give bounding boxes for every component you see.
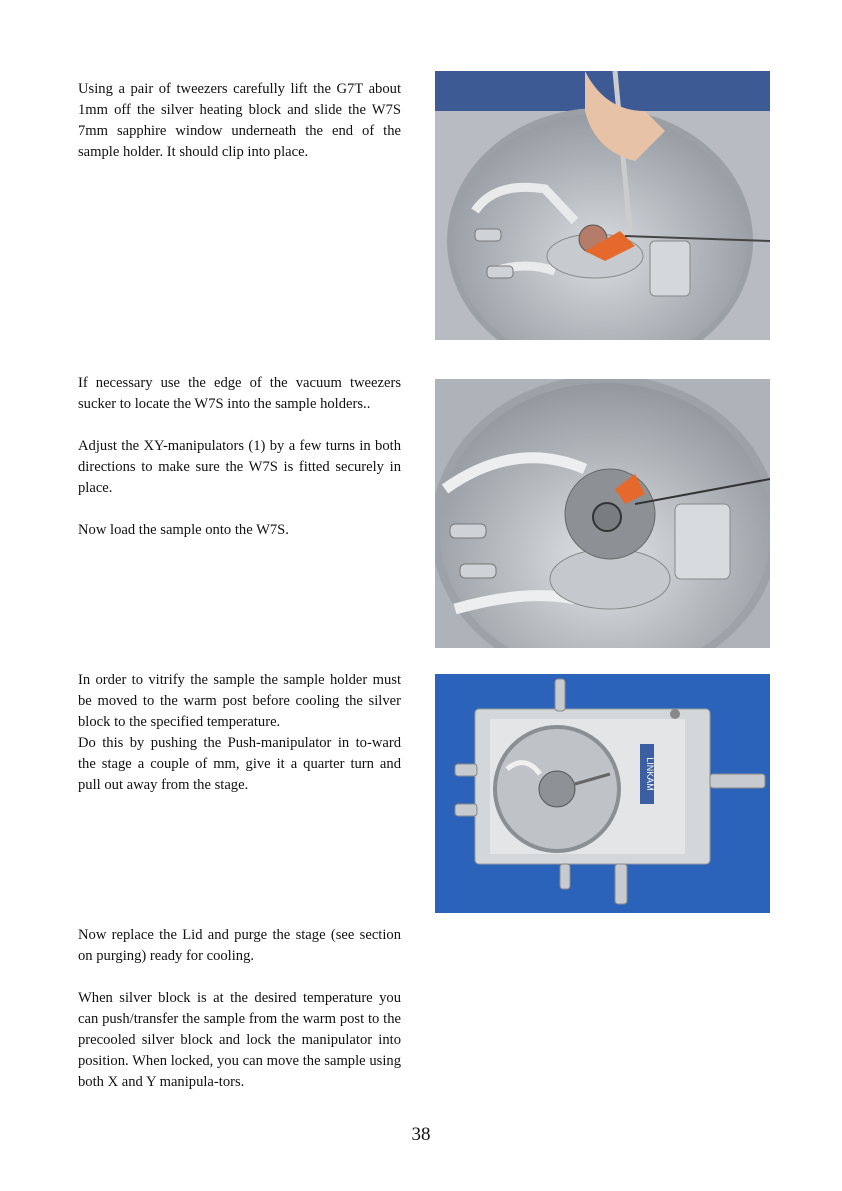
- stage-logo-text: LINKAM: [645, 757, 655, 791]
- paragraph-tweezers: Using a pair of tweezers carefully lift the G7T about 1mm off the silver heating block and slide the W7S 7mm sapphire window underneath the end of the sample holder. It should clip into place.: [78, 81, 401, 160]
- paragraph-vacuum-tweezers: If necessary use the edge of the vacuum tweezers sucker to locate the W7S into the sample holders..: [78, 375, 401, 412]
- paragraph-load-sample: Now load the sample onto the W7S.: [78, 522, 289, 538]
- paragraph-push-manipulator: Do this by pushing the Push-manipulator in to-ward the stage a couple of mm, give it a quarter turn and pull out away from the stage.: [78, 735, 401, 793]
- paragraph-replace-lid: Now replace the Lid and purge the stage (see section on purging) ready for cooling.: [78, 927, 401, 964]
- photo-w7s-in-holder: [435, 379, 770, 648]
- paragraph-adjust-manipulators: Adjust the XY-manipulators (1) by a few turns in both directions to make sure the W7S is fitted securely in place.: [78, 438, 401, 496]
- paragraph-vitrify: In order to vitrify the sample the sample holder must be moved to the warm post before cooling the silver block to the specified temperature.: [78, 672, 401, 730]
- page-number: 38: [411, 1124, 431, 1145]
- photo-stage-overview: [435, 674, 770, 913]
- photo-tweezers-lifting-holder: [435, 71, 770, 340]
- paragraph-transfer-sample: When silver block is at the desired temperature you can push/transfer the sample from the warm post to the precooled silver block and lock the manipulator into position. When locked, you can move the sample using both X and Y manipula-tors.: [78, 990, 401, 1090]
